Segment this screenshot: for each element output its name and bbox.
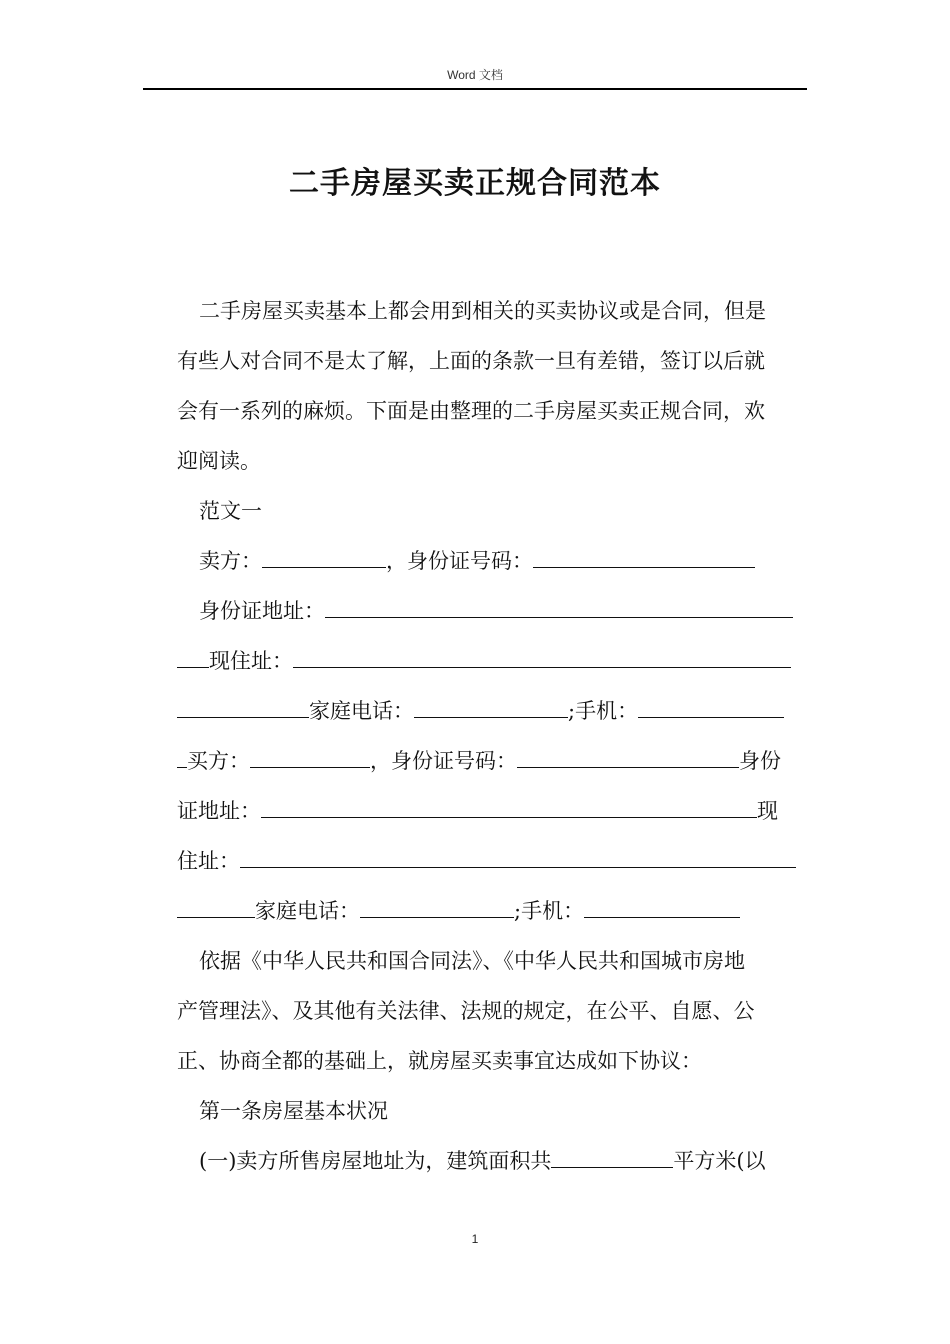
document-title: 二手房屋买卖正规合同范本 [289,166,661,201]
blank-field [293,666,791,668]
blank-field [177,666,209,668]
id-address-label-start: 身份 [739,749,781,773]
seller-current-address-line [177,636,803,686]
id-number-label: ，身份证号码： [386,549,533,573]
blank-field [360,916,514,918]
header-label: Word 文档 [447,68,503,82]
buyer-phone-line [177,886,803,936]
house-address-text: (一)卖方所售房屋地址为，建筑面积共 [199,1149,552,1173]
paragraph-line [177,1136,803,1186]
paragraph-line: 产管理法》、及其他有关法律、法规的规定，在公平、自愿、公 [177,999,755,1023]
buyer-current-address-line [177,836,803,886]
blank-field [250,766,370,768]
page-number: 1 [471,1232,479,1246]
article-heading: 第一条房屋基本状况 [199,1099,388,1123]
home-phone-label: 家庭电话： [309,699,414,723]
blank-field [262,566,386,568]
paragraph-line: 会有一系列的麻烦。下面是由整理的二手房屋买卖正规合同，欢 [177,399,765,423]
buyer-label: 买方： [187,749,250,773]
document-body [177,286,803,1186]
blank-field [177,716,309,718]
home-phone-label: 家庭电话： [255,899,360,923]
paragraph-line: 迎阅读。 [177,449,261,473]
blank-field [177,766,187,768]
blank-field [551,1166,673,1168]
blank-field [325,616,793,618]
blank-field [261,816,757,818]
current-address-label-end: 住址： [177,849,240,873]
id-address-label: 身份证地址： [199,599,325,623]
blank-field [584,916,740,918]
paragraph-line: 依据《中华人民共和国合同法》、《中华人民共和国城市房地 [199,949,745,973]
buyer-line [177,736,803,786]
current-address-label-start: 现 [757,799,778,823]
seller-line [177,536,803,586]
paragraph-line: 正、协商全都的基础上，就房屋买卖事宜达成如下协议： [177,1049,702,1073]
blank-field [638,716,784,718]
page-header [143,66,807,90]
current-address-label: 现住址： [209,649,293,673]
blank-field [414,716,568,718]
buyer-id-address-line [177,786,803,836]
paragraph-line: 有些人对合同不是太了解，上面的条款一旦有差错，签订以后就 [177,349,765,373]
section-label: 范文一 [199,499,262,523]
id-number-label: ，身份证号码： [370,749,517,773]
blank-field [517,766,739,768]
seller-phone-line [177,686,803,736]
blank-field [240,866,796,868]
area-unit-text: 平方米(以 [673,1149,766,1173]
mobile-label: ;手机： [568,699,639,723]
seller-label: 卖方： [199,549,262,573]
paragraph-line: 二手房屋买卖基本上都会用到相关的买卖协议或是合同，但是 [199,299,766,323]
blank-field [177,916,255,918]
seller-id-address-line [177,586,803,636]
id-address-label-end: 证地址： [177,799,261,823]
mobile-label: ;手机： [514,899,585,923]
blank-field [533,566,755,568]
